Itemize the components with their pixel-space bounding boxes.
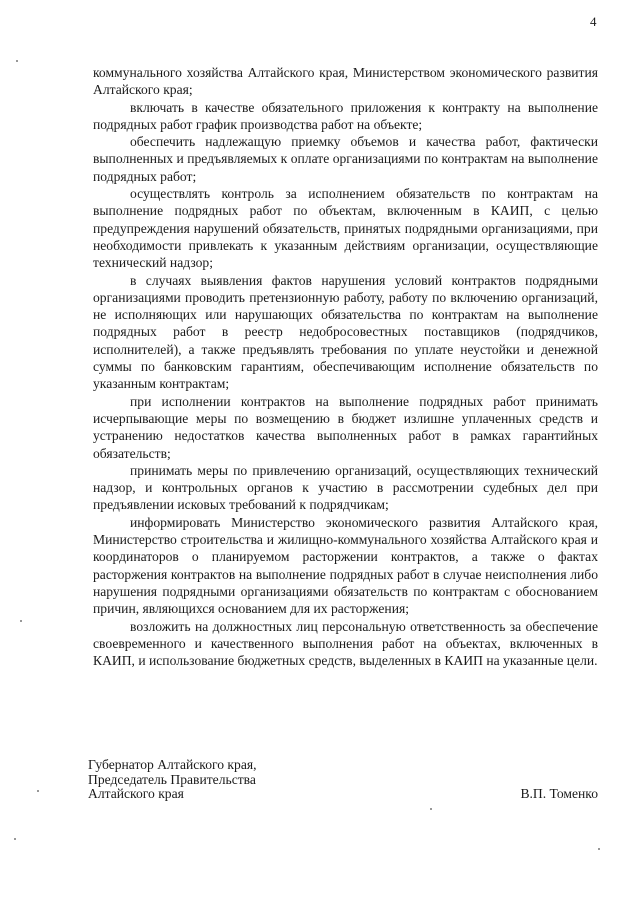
scan-speck [16,60,18,62]
paragraph: обеспечить надлежащую приемку объемов и качества работ, фактически выполненных и предъявляемых к оплате организациями по контрактам на выполнение подрядных работ; [93,134,598,184]
document-body [93,64,598,669]
signature-block [88,758,598,802]
paragraph: в случаях выявления фактов нарушения условий контрактов подрядными организациями проводить претензионную работу, работу по включению организаций, не исполняющих или нарушающих обязательства по контрактам на выполнение подрядных работ в реестр недобросовестных поставщиков (подрядчиков, исполнителей), а также предъявлять требования по уплате неустойки и денежной суммы по банковским гарантиям, обеспечивающим исполнение обязательств по указанным контрактам; [93,272,598,392]
paragraph: коммунального хозяйства Алтайского края, Министерством экономического развития Алтайского края; [93,65,598,98]
signatory-name: В.П. Томенко [520,786,598,801]
paragraph: принимать меры по привлечению организаций, осуществляющих технический надзор, и контрольных органов к участию в рассмотрении судебных дел при предъявлении исковых требований к подрядчикам; [93,462,598,513]
signatory-title-line: Председатель Правительства [88,771,256,787]
paragraph: информировать Министерство экономического развития Алтайского края, Министерство строительства и жилищно-коммунального хозяйства Алтайского края и координаторов о планируемом расторжении контрактов, а также о фактах расторжения контрактов на выполнение подрядных работ в случае неисполнения либо нарушения подрядными организациями обязательств по контрактам с обоснованием причин, являющихся основанием для их расторжения; [93,514,598,617]
paragraph: включать в качестве обязательного приложения к контракту на выполнение подрядных работ график производства работ на объекте; [93,99,598,132]
scan-speck [598,848,600,850]
scan-speck [20,620,22,622]
page-number: 4 [590,14,597,29]
paragraph: возложить на должностных лиц персональную ответственность за обеспечение своевременного и качественного выполнения работ на объектах, включенных в КАИП, и использование бюджетных средств, выделенных в КАИП на указанные цели. [93,618,598,669]
scan-speck [14,838,16,840]
paragraph: осуществлять контроль за исполнением обязательств по контрактам на выполнение подрядных работ по объектам, включенным в КАИП, с целью предупреждения нарушений обязательств, принятых подрядными организациями, при необходимости привлекать к указанным действиям организации, осуществляющие технический надзор; [93,186,598,271]
paragraph: при исполнении контрактов на выполнение подрядных работ принимать исчерпывающие меры по возмещению в бюджет излишне уплаченных средств и устранению недостатков качества выполненных работ в рамках гарантийных обязательств; [93,393,598,461]
scan-speck [430,808,432,810]
signatory-title-line: Губернатор Алтайского края, [88,757,257,772]
scan-speck [37,790,39,792]
signatory-title-line: Алтайского края [88,786,184,802]
